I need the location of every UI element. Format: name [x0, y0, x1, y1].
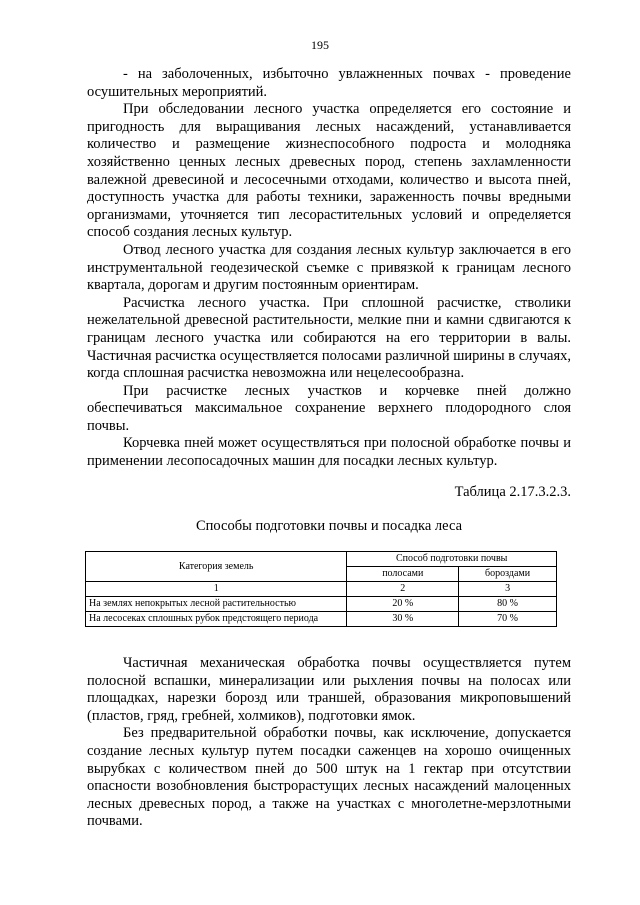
- paragraph: Без предварительной обработки почвы, как исключение, допускается создание лесных культур путем посадки саженцев на хорошо очищенных вырубках с количеством пней до 500 штук на 1 гектар при отсутствии опасности возобновления быстрорастущих лесных насаждений малоценных лесных древесных пород, а также на участках с многолетне-мерзлотными почвами.: [87, 725, 571, 830]
- paragraph: Корчевка пней может осуществляться при полосной обработке почвы и применении лесопосадочных машин для посадки лесных культур.: [87, 435, 571, 470]
- header-method: Способ подготовки почвы: [347, 552, 557, 567]
- row-category: На лесосеках сплошных рубок предстоящего периода: [86, 612, 347, 627]
- row-furrows-value: 80 %: [459, 597, 557, 612]
- header-category: Категория земель: [86, 552, 347, 582]
- row-strips-value: 30 %: [347, 612, 459, 627]
- subheader-furrows: бороздами: [459, 567, 557, 582]
- paragraph: Частичная механическая обработка почвы осуществляется путем полосной вспашки, минерализации или рыхления почвы на полосах или площадках, нарезки борозд или траншей, образования микроповышений (пластов, гряд, гребней, холмиков), подготовки ямок.: [87, 655, 571, 724]
- table-row: [86, 597, 557, 612]
- soil-preparation-table: [85, 551, 557, 627]
- row-furrows-value: 70 %: [459, 612, 557, 627]
- paragraph: Расчистка лесного участка. При сплошной расчистке, стволики нежелательной древесной растительности, мелкие пни и камни сдвигаются к границам лесного участка или собираются на его территории в валы. Частичная расчистка осуществляется полосами различной ширины в случаях, когда сплошная расчистка невозможна или нецелесообразна.: [87, 294, 571, 382]
- subheader-strips: полосами: [347, 567, 459, 582]
- body-text-bottom: [87, 655, 571, 831]
- paragraph: При обследовании лесного участка определяется его состояние и пригодность для выращивания лесных насаждений, устанавливается количество и размещение жизнеспособного подроста и молодняка хозяйственно ценных лесных древесных пород, степень захламленности валежной древесиной и лесосечными отходами, количество и высота пней, доступность участка для работы техники, зараженность почвы вредными организмами, уточняется тип лесорастительных условий и определяется способ создания лесных культур.: [87, 101, 571, 241]
- body-text-top: [87, 66, 571, 471]
- table-number-row: [86, 582, 557, 597]
- row-strips-value: 20 %: [347, 597, 459, 612]
- paragraph: - на заболоченных, избыточно увлажненных почвах - проведение осушительных мероприятий.: [87, 66, 571, 100]
- paragraph: При расчистке лесных участков и корчевке пней должно обеспечиваться максимальное сохранение верхнего плодородного слоя почвы.: [87, 382, 571, 434]
- table-caption: Таблица 2.17.3.2.3.: [454, 484, 571, 500]
- paragraph: Отвод лесного участка для создания лесных культур заключается в его инструментальной геодезической съемке с привязкой к границам лесного квартала, дорогам и другим постоянным ориентирам.: [87, 241, 571, 294]
- table-title: Способы подготовки почвы и посадка леса: [195, 518, 463, 534]
- column-number: 3: [459, 582, 557, 597]
- column-number: 1: [86, 582, 347, 597]
- page-number: 195: [311, 38, 329, 52]
- row-category: На землях непокрытых лесной растительностью: [86, 597, 347, 612]
- table-row: [86, 612, 557, 627]
- table-header-row: [86, 552, 557, 567]
- column-number: 2: [347, 582, 459, 597]
